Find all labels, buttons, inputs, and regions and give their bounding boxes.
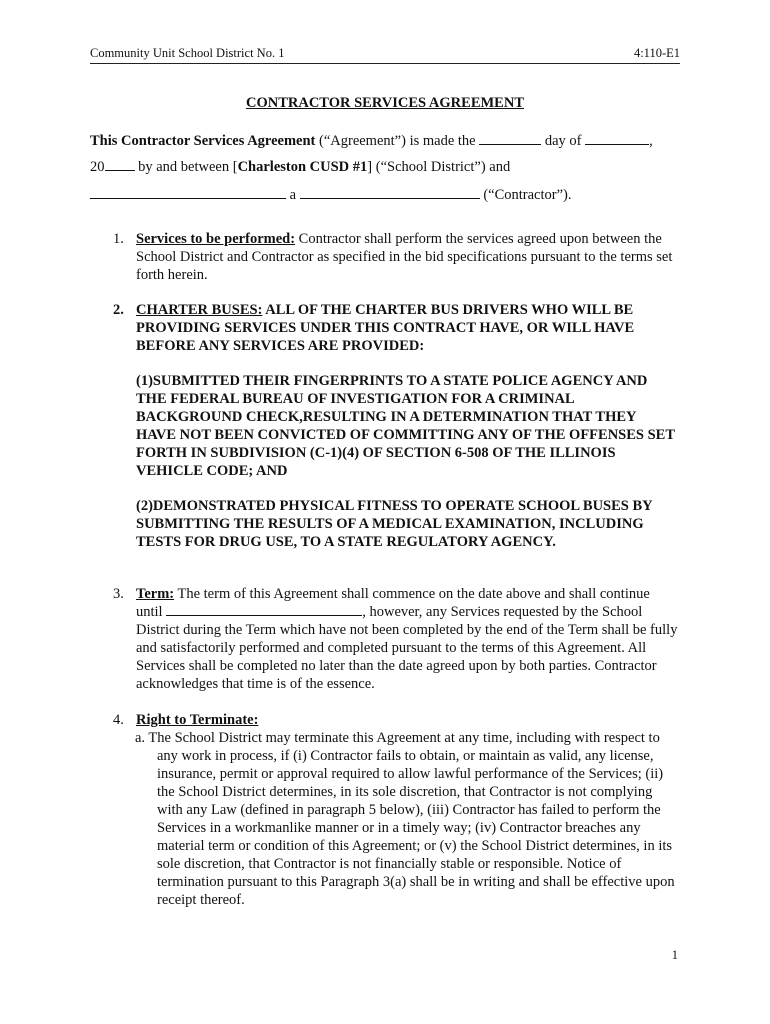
- termination-clause-a: a. The School District may terminate this Agreement at any time, including with respect to any work in process, if (i) Contractor fails to obtain, or maintain as valid, any license, insurance, permit or approval required to allow lawful performance of the Services; (ii) the School District determines, in its sole discretion, that Contractor is not complying with any Law (defined in paragraph 5 below), (iii) Contractor has failed to perform the Services in a workmanlike manner or in a timely way; (iv) Contractor breaches any material term or condition of this Agreement; or (v) the School District determines, in its sole discretion, that Contractor is not financially stable or responsible. Notice of termination pursuant to this Paragraph 3(a) shall be in writing and shall be effective upon receipt thereof.: [135, 730, 675, 908]
- contractor-type-blank: [300, 186, 480, 199]
- charter-condition-1: (1)SUBMITTED THEIR FINGERPRINTS TO A STATE POLICE AGENCY AND THE FEDERAL BUREAU OF INVESTIGATION FOR A CRIMINAL BACKGROUND CHECK,RESULTING IN A DETERMINATION THAT THEY HAVE NOT BEEN CONVICTED OF COMMITTING ANY OF THE OFFENSES SET FORTH IN SUBDIVISION (C-1)(4) OF SECTION 6-508 OF THE ILLINOIS VEHICLE CODE; AND: [136, 373, 675, 479]
- month-blank: [585, 132, 649, 145]
- intro-line-1: This Contractor Services Agreement (“Agreement”) is made the day of ,: [90, 133, 653, 149]
- item-heading: CHARTER BUSES:: [136, 302, 263, 318]
- day-blank: [479, 132, 541, 145]
- header-code: 4:110-E1: [633, 46, 680, 60]
- item-heading: Term:: [136, 586, 175, 602]
- intro-line-2: 20 by and between [Charleston CUSD #1] (“School District”) and: [90, 159, 511, 175]
- intro-line-3: a (“Contractor”).: [90, 186, 571, 204]
- year-blank: [105, 158, 135, 171]
- term-end-blank: [166, 603, 362, 616]
- item-heading: Right to Terminate:: [136, 712, 259, 728]
- school-district-name: Charleston CUSD #1: [237, 159, 368, 175]
- item-right-to-terminate: 4. Right to Terminate: a. The School District may terminate this Agreement at any time, including with respect to any work in process, if (i) Contractor fails to obtain, or maintain as valid, any license, insurance, permit or approval required to allow lawful performance of the Services; (ii) the School District determines, in its sole discretion, that Contractor is not complying with any Law (defined in paragraph 5 below), (iii) Contractor has failed to perform the Services in a workmanlike manner or in a timely way; (iv) Contractor breaches any material term or condition of this Agreement; or (v) the School District determines, in its sole discretion, that Contractor is not financially stable or responsible. Notice of termination pursuant to this Paragraph 3(a) shall be in writing and shall be effective upon receipt thereof.: [113, 711, 678, 909]
- page-number: 1: [671, 948, 678, 962]
- header-district: Community Unit School District No. 1: [90, 46, 285, 60]
- contractor-name-blank: [90, 186, 286, 199]
- item-term: 3. Term: The term of this Agreement shall commence on the date above and shall continue until , however, any Services requested by the School District during the Term which have not been completed by the end of the Term shall be fully and satisfactorily performed and completed pursuant to the terms of this Agreement. All Services shall be completed no later than the date agreed upon by both parties. Contractor acknowledges that time is of the essence.: [113, 586, 678, 692]
- item-services: 1. Services to be performed: Contractor shall perform the services agreed upon between the School District and Contractor as specified in the bid specifications pursuant to the terms set forth herein.: [113, 231, 673, 283]
- charter-condition-2: (2)DEMONSTRATED PHYSICAL FITNESS TO OPERATE SCHOOL BUSES BY SUBMITTING THE RESULTS OF A MEDICAL EXAMINATION, INCLUDING TESTS FOR DRUG USE, TO A STATE REGULATORY AGENCY.: [136, 498, 653, 550]
- document-title: CONTRACTOR SERVICES AGREEMENT: [246, 95, 524, 111]
- item-charter-buses: 2. CHARTER BUSES: ALL OF THE CHARTER BUS DRIVERS WHO WILL BE PROVIDING SERVICES UNDER THIS CONTRACT HAVE, OR WILL HAVE BEFORE ANY SERVICES ARE PROVIDED: (1)SUBMITTED THEIR FINGERPRINTS TO A STATE POLICE AGENCY AND THE FEDERAL BUREAU OF INVESTIGATION FOR A CRIMINAL BACKGROUND CHECK,RESULTING IN A DETERMINATION THAT THEY HAVE NOT BEEN CONVICTED OF COMMITTING ANY OF THE OFFENSES SET FORTH IN SUBDIVISION (C-1)(4) OF SECTION 6-508 OF THE ILLINOIS VEHICLE CODE; AND (2)DEMONSTRATED PHYSICAL FITNESS TO OPERATE SCHOOL BUSES BY SUBMITTING THE RESULTS OF A MEDICAL EXAMINATION, INCLUDING TESTS FOR DRUG USE, TO A STATE REGULATORY AGENCY.: [113, 301, 678, 551]
- page-header: [90, 46, 680, 64]
- item-heading: Services to be performed:: [136, 231, 296, 247]
- intro-agreement-name: This Contractor Services Agreement: [90, 133, 316, 149]
